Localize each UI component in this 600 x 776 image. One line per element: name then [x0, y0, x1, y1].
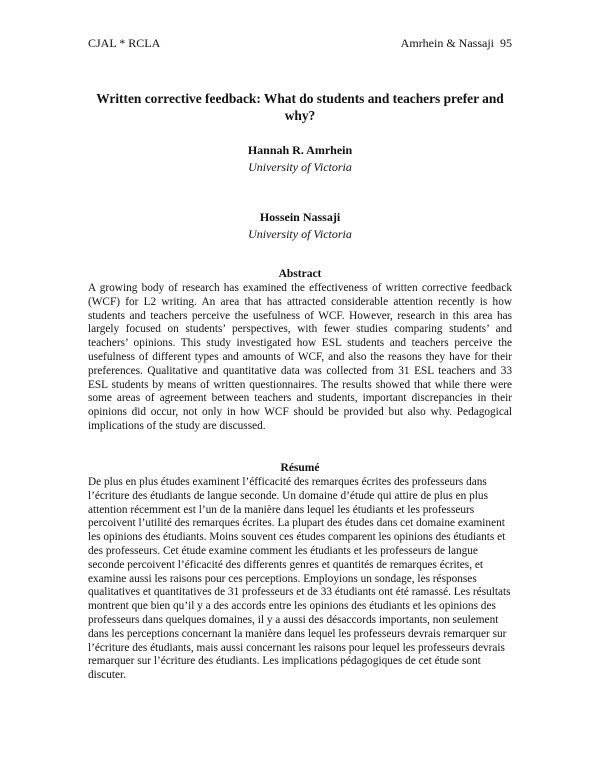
- running-author: Amrhein & Nassaji: [400, 36, 494, 50]
- abstract-text: A growing body of research has examined the effectiveness of written corrective feedback (WCF) for L2 writing. An area that has attracted considerable attention recently is how students and teachers perceive the usefulness of WCF. However, research in this area has largely focused on students’ perspectives, with fewer studies comparing students’ and teachers’ opinions. This study investigated how ESL students and teachers perceive the usefulness of different types and amounts of WCF, and also the reasons they have for their preferences. Qualitative and quantitative data was collected from 31 ESL teachers and 33 ESL students by means of written questionnaires. The results showed that while there were some areas of agreement between teachers and students, important discrepancies in their opinions did occur, not only in how WCF should be provided but also why. Pedagogical implications of the study are discussed.: [88, 282, 512, 432]
- author-block-1: [88, 142, 512, 176]
- resume-heading: Résumé: [280, 462, 320, 474]
- page-number: 95: [500, 36, 512, 50]
- resume-text: De plus en plus études examinent l’éfficacité des remarques écrites des professeurs dans l’écriture des étudiants de langue seconde. Un domaine d’étude qui attire de plus en plus attention récemment est l’un de la manière dans lequel les étudiants et les professeurs percoivent l’utilité des remarques écrites. La plupart des études dans cet domaine examinent les opinions des étudiants. Moins souvent ces études comparent les opinions des étudiants et des professeurs. Cet étude examine comment les étudiants et les professeurs de langue seconde percoivent l’éficacité des differents genres et quantités de remarques écrites, et examine aussi les raisons pour ces perceptions. Employions un sondage, les résponses qualitatives et quantitatives de 31 professeurs et de 33 étudiants ont été ramassé. Les résultats montrent que bien qu’il y a des accords entre les opinions des étudiants et les opinions des professeurs dans quelques domaines, il y a aussi des désaccords importants, non seulement dans les perceptions concernant la manière dans lequel les professeurs devrais remarquer sur l’écriture des étudiants, mais aussi concernant les raisons pour lequel les professeurs devrais remarquer sur l’écriture des étudiants. Les implications pédagogiques de cet étude sont discuter.: [88, 476, 511, 682]
- journal-name: CJAL * RCLA: [88, 36, 161, 50]
- abstract-heading: Abstract: [278, 268, 322, 280]
- paper-title: Written corrective feedback: What do students and teachers prefer and why?: [96, 91, 504, 123]
- running-head: [88, 36, 512, 51]
- author-affiliation: University of Victoria: [248, 227, 352, 241]
- page-header-right: [401, 36, 512, 51]
- author-affiliation: University of Victoria: [248, 160, 352, 174]
- author-block-2: [88, 209, 512, 243]
- author-name: Hossein Nassaji: [259, 210, 341, 224]
- author-name: Hannah R. Amrhein: [247, 143, 353, 157]
